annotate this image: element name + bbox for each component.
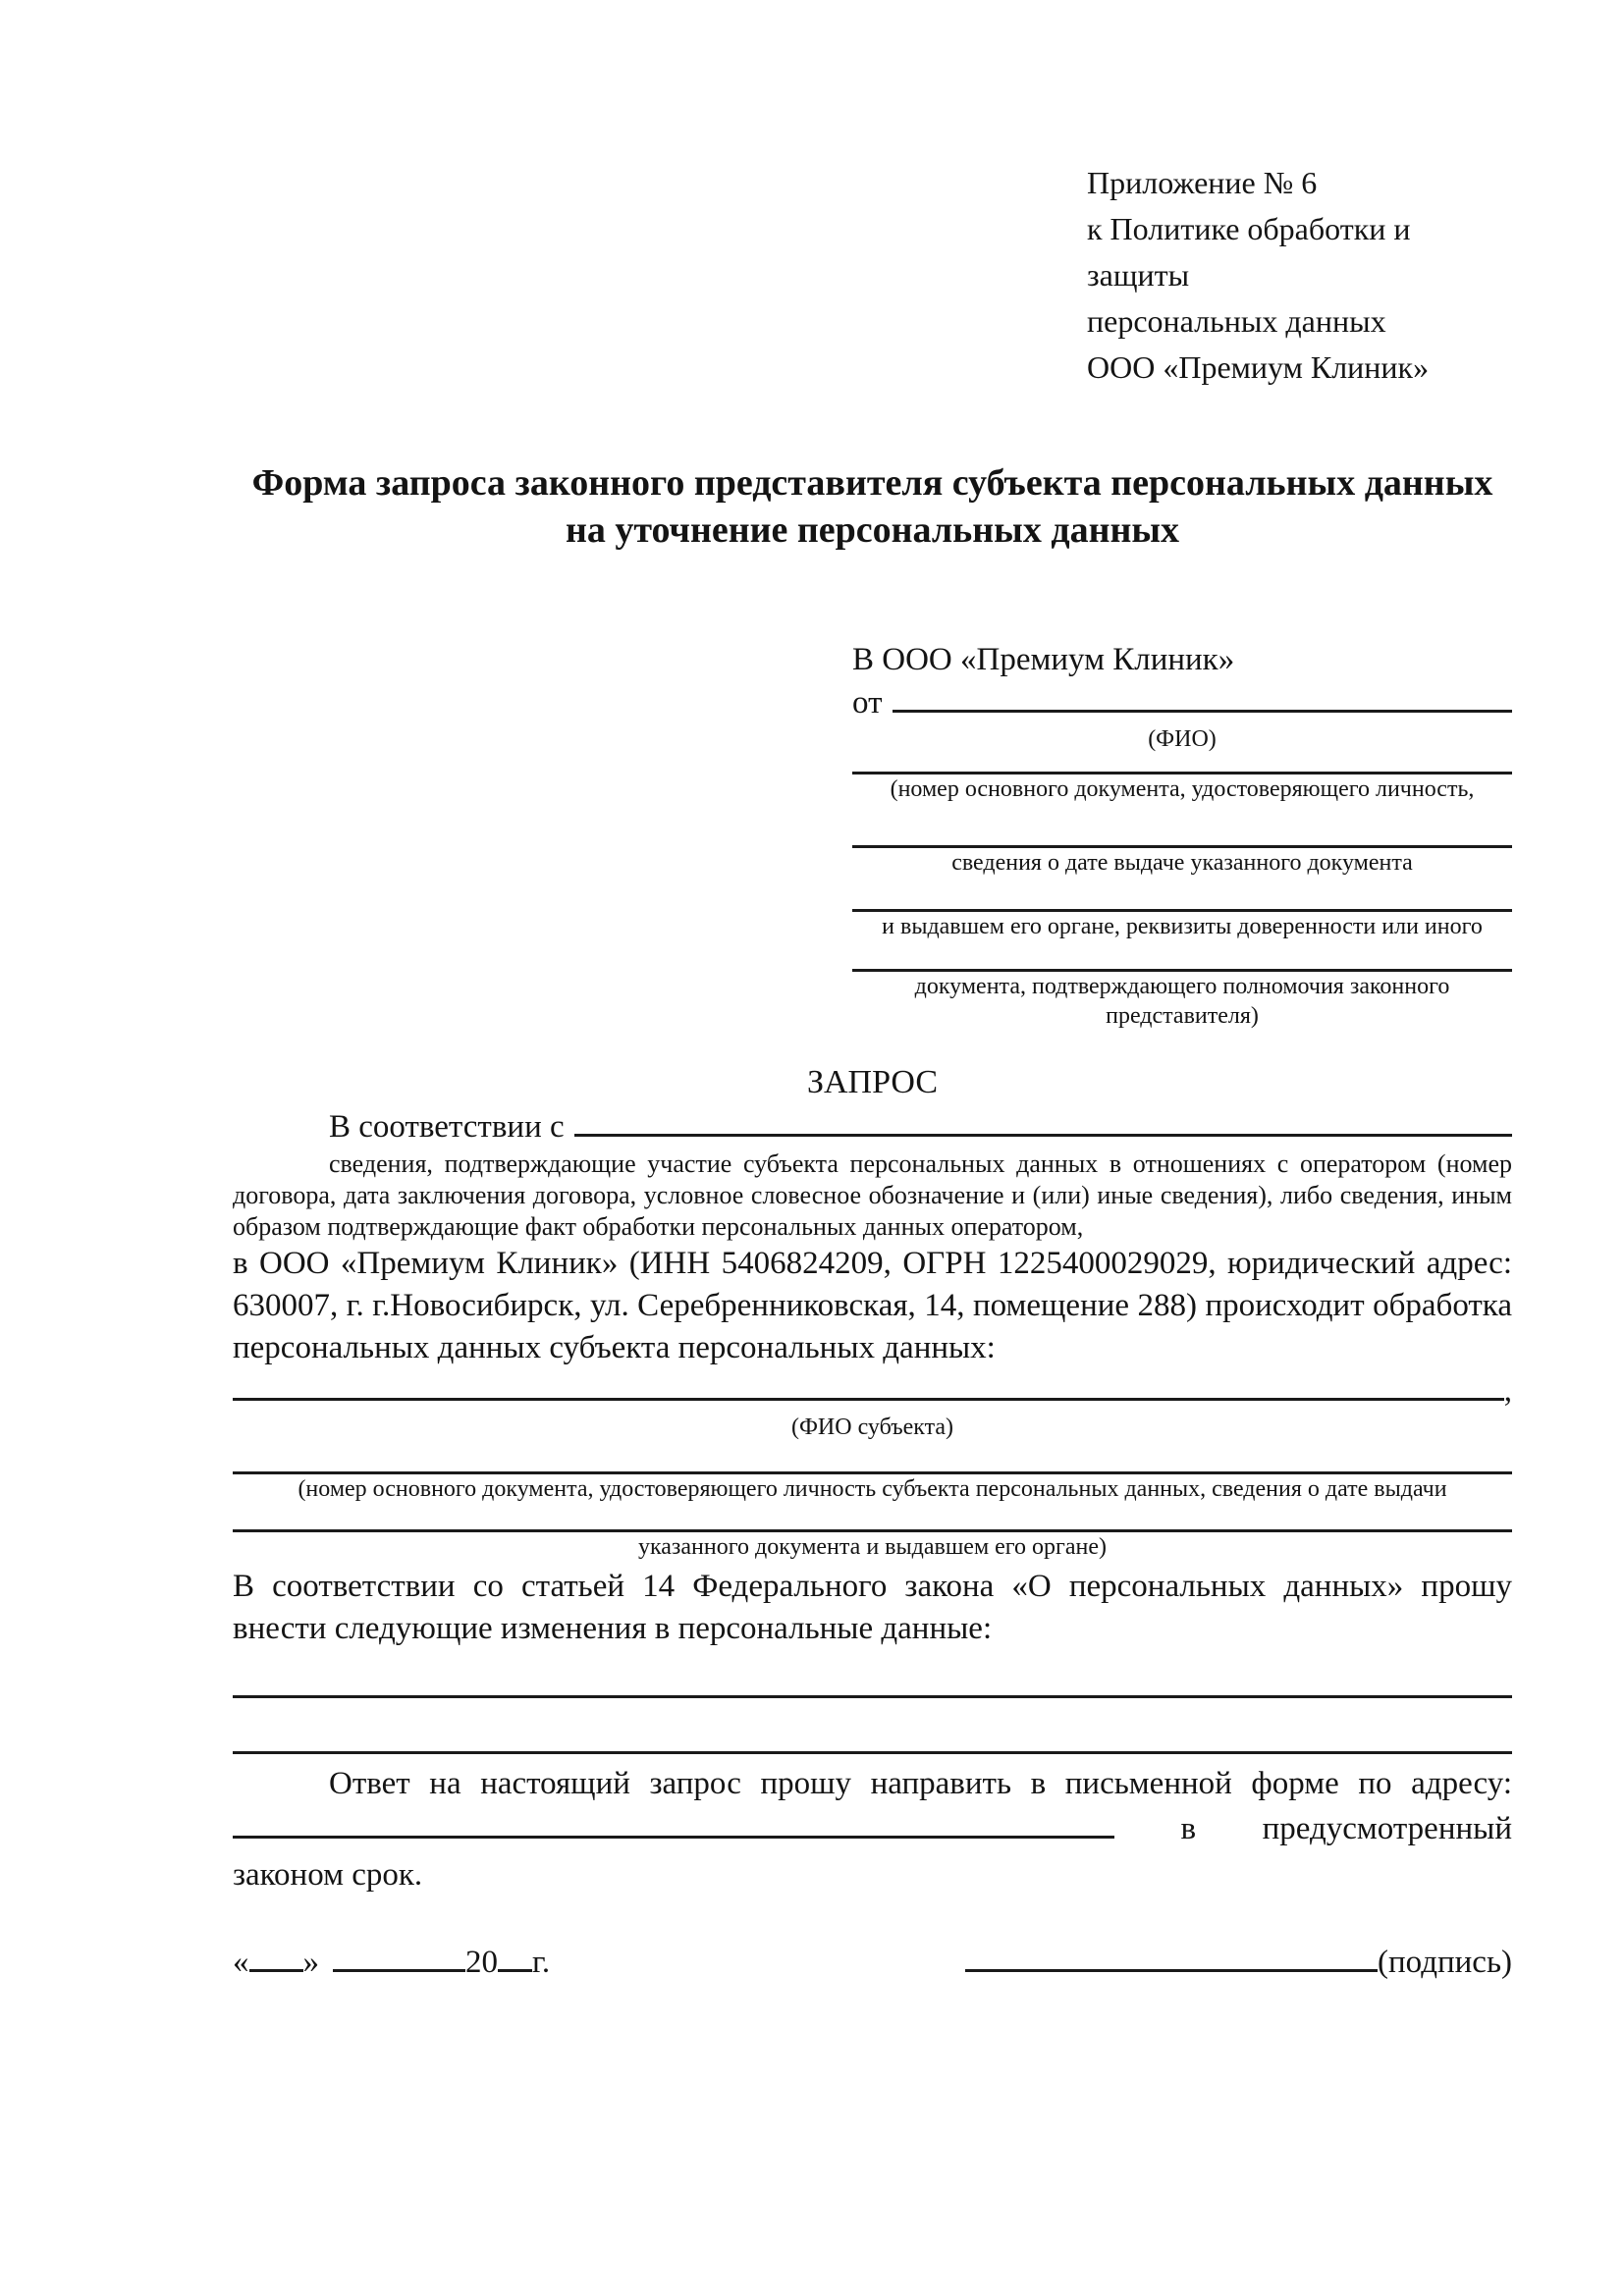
basis-row <box>233 1105 1512 1148</box>
answer-tail-line: законом срок. <box>233 1857 423 1893</box>
signature-caption: (подпись) <box>1378 1945 1512 1980</box>
address-field-line <box>233 1836 1114 1839</box>
representative-doc-caption-1: (номер основного документа, удостоверяющего личность, <box>890 776 1475 802</box>
subject-doc-line-2 <box>233 1504 1512 1532</box>
changes-line-1 <box>233 1650 1512 1698</box>
operator-paragraph: в ООО «Премиум Клиник» (ИНН 5406824209, ОГРН 1225400029029, юридический адрес: 630007, г. г.Новосибирск, ул. Серебренниковская, 14, помещение 288) происходит обработка персональных данных субъекта персональных данных: <box>233 1246 1512 1365</box>
changes-line-2 <box>233 1698 1512 1754</box>
year-field-line <box>498 1969 532 1972</box>
fio-field-line <box>893 710 1513 713</box>
day-field-line <box>249 1969 303 1972</box>
date-field <box>233 1939 550 1986</box>
representative-doc-caption-3: и выдавшем его органе, реквизиты доверенности или иного <box>882 914 1483 939</box>
fio-caption: (ФИО) <box>1148 726 1217 752</box>
signature-field-line <box>965 1969 1378 1972</box>
representative-doc-caption-2: сведения о дате выдаче указанного документа <box>951 850 1413 876</box>
representative-doc-line-1 <box>852 754 1512 774</box>
appendix-note <box>1087 160 1512 391</box>
addressee-to: В ООО «Премиум Клиник» <box>852 642 1235 677</box>
appendix-line: к Политике обработки и защиты <box>1087 211 1411 293</box>
subject-fio-row <box>233 1369 1512 1413</box>
answer-end-word: предусмотренный <box>1262 1811 1512 1846</box>
subject-fio-line <box>233 1398 1504 1401</box>
answer-address-row <box>233 1805 1512 1852</box>
basis-prefix: В соответствии с <box>329 1109 565 1145</box>
appendix-line: Приложение № 6 <box>1087 165 1318 200</box>
basis-field-line <box>574 1134 1512 1137</box>
representative-doc-line-3 <box>852 878 1512 912</box>
document-title-line: Форма запроса законного представителя субъекта персональных данных <box>251 462 1493 504</box>
subject-doc-caption-1: (номер основного документа, удостоверяющего личность субъекта персональных данных, сведения о дате выдачи <box>298 1476 1447 1502</box>
subject-line-suffix: , <box>1503 1373 1512 1409</box>
document-title <box>233 459 1512 554</box>
date-quote-open: « <box>233 1945 249 1980</box>
document-content <box>0 160 1624 1986</box>
basis-footnote: сведения, подтверждающие участие субъекта персональных данных в отношениях с оператором (номер договора, дата заключения договора, условное словесное обозначение и (или) иные сведения), либо сведения, иным образом подтверждающие факт обработки персональных данных оператором, <box>233 1149 1512 1241</box>
document-title-line: на уточнение персональных данных <box>565 509 1180 551</box>
addressee-block <box>852 638 1512 1031</box>
subject-fio-caption: (ФИО субъекта) <box>790 1415 954 1440</box>
representative-doc-line-4 <box>852 941 1512 972</box>
date-century: 20 <box>465 1945 498 1980</box>
month-field-line <box>333 1969 465 1972</box>
answer-request-line: Ответ на настоящий запрос прошу направить в письменной форме по адресу: <box>329 1766 1512 1801</box>
appendix-line: ООО «Премиум Клиник» <box>1087 349 1430 385</box>
representative-doc-line-2 <box>852 804 1512 848</box>
answer-mid-word: в <box>1180 1811 1197 1846</box>
subject-doc-caption-2: указанного документа и выдавшем его органе) <box>637 1534 1108 1560</box>
date-quote-close: » <box>302 1945 319 1980</box>
request-heading: ЗАПРОС <box>806 1064 939 1100</box>
subject-doc-line-1 <box>233 1442 1512 1474</box>
appendix-line: персональных данных <box>1087 303 1386 339</box>
addressee-from-row <box>852 681 1512 724</box>
representative-doc-caption-4: документа, подтверждающего полномочия законного представителя) <box>914 974 1450 1029</box>
addressee-from-label: от <box>852 685 883 721</box>
signature-field <box>965 1939 1512 1986</box>
date-signature-row <box>233 1939 1512 1986</box>
date-year-suffix: г. <box>532 1945 551 1980</box>
law-paragraph: В соответствии со статьей 14 Федерального закона «О персональных данных» прошу внести следующие изменения в персональные данные: <box>233 1569 1512 1646</box>
